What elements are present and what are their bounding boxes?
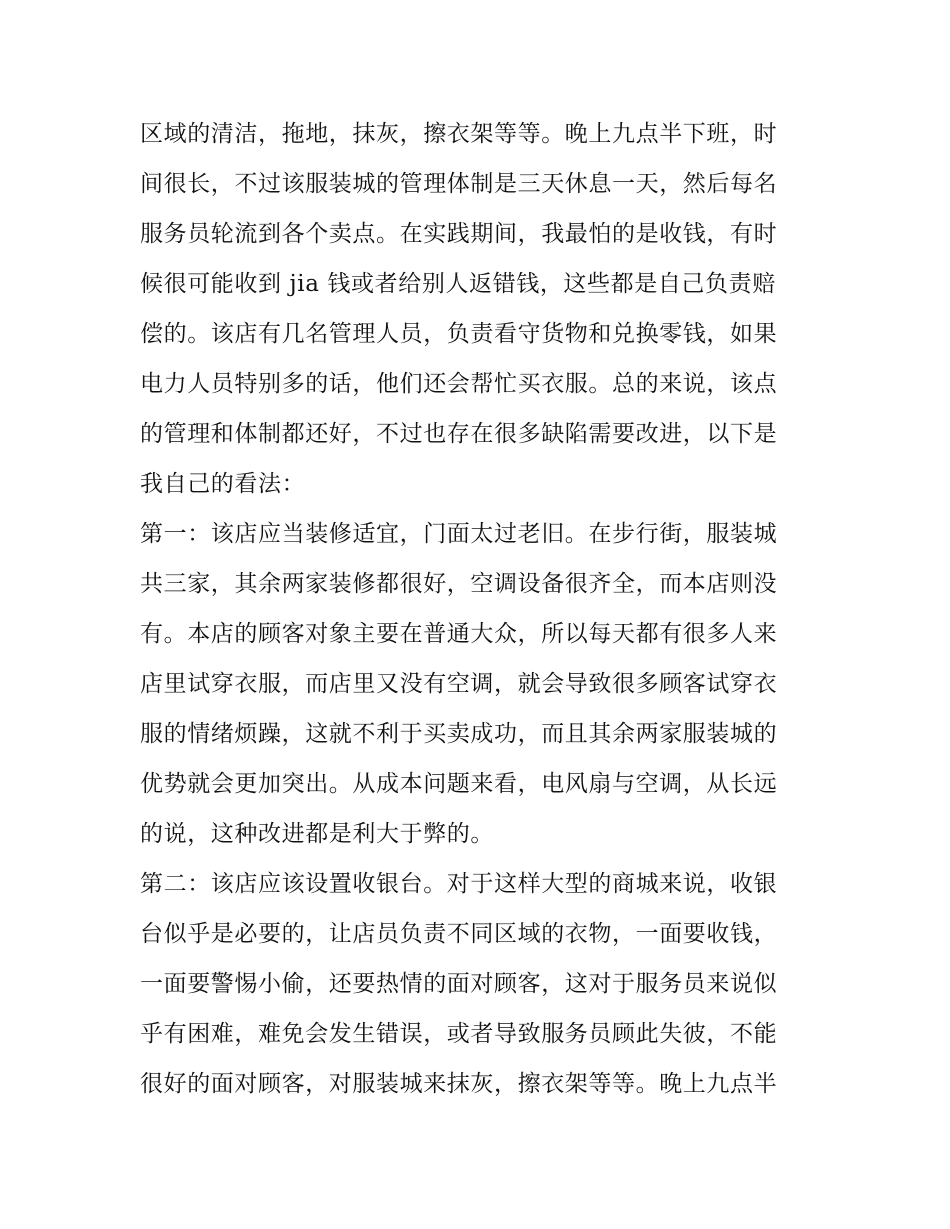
document-body [140,109,812,1109]
text-line: 的说，这种改进都是利大于弊的。 [140,821,494,847]
text-line: 很好的面对顾客，对服装城来抹灰，擦衣架等等。晚上九点半 [140,1071,778,1097]
text-line: 服的情绪烦躁，这就不利于买卖成功，而且其余两家服装城的 [140,721,778,747]
text-line: 偿的。该店有几名管理人员，负责看守货物和兑换零钱，如果 [140,321,778,347]
text-line: 台似乎是必要的，让店员负责不同区域的衣物，一面要收钱， [140,921,778,947]
text-line: 服务员轮流到各个卖点。在实践期间，我最怕的是收钱，有时 [140,221,778,247]
text-line: 共三家，其余两家装修都很好，空调设备很齐全，而本店则没 [140,571,778,597]
text-line: 候很可能收到 jia 钱或者给别人返错钱，这些都是自己负责赔 [140,271,776,297]
text-line: 区域的清洁，拖地，抹灰，擦衣架等等。晚上九点半下班，时 [140,121,778,147]
text-line: 的管理和体制都还好，不过也存在很多缺陷需要改进，以下是 [140,421,778,447]
text-line: 优势就会更加突出。从成本问题来看，电风扇与空调，从长远 [140,771,778,797]
text-line: 我自己的看法： [140,471,306,497]
text-line: 第一：该店应当装修适宜，门面太过老旧。在步行街，服装城 [140,521,778,547]
text-line: 电力人员特别多的话，他们还会帮忙买衣服。总的来说，该点 [140,371,778,397]
text-line: 间很长，不过该服装城的管理体制是三天休息一天，然后每名 [140,171,778,197]
text-line: 有。本店的顾客对象主要在普通大众，所以每天都有很多人来 [140,621,778,647]
text-line: 乎有困难，难免会发生错误，或者导致服务员顾此失彼，不能 [140,1021,778,1047]
text-line: 一面要警惕小偷，还要热情的面对顾客，这对于服务员来说似 [140,971,778,997]
text-line: 店里试穿衣服，而店里又没有空调，就会导致很多顾客试穿衣 [140,671,778,697]
text-line: 第二：该店应该设置收银台。对于这样大型的商城来说，收银 [140,871,778,897]
